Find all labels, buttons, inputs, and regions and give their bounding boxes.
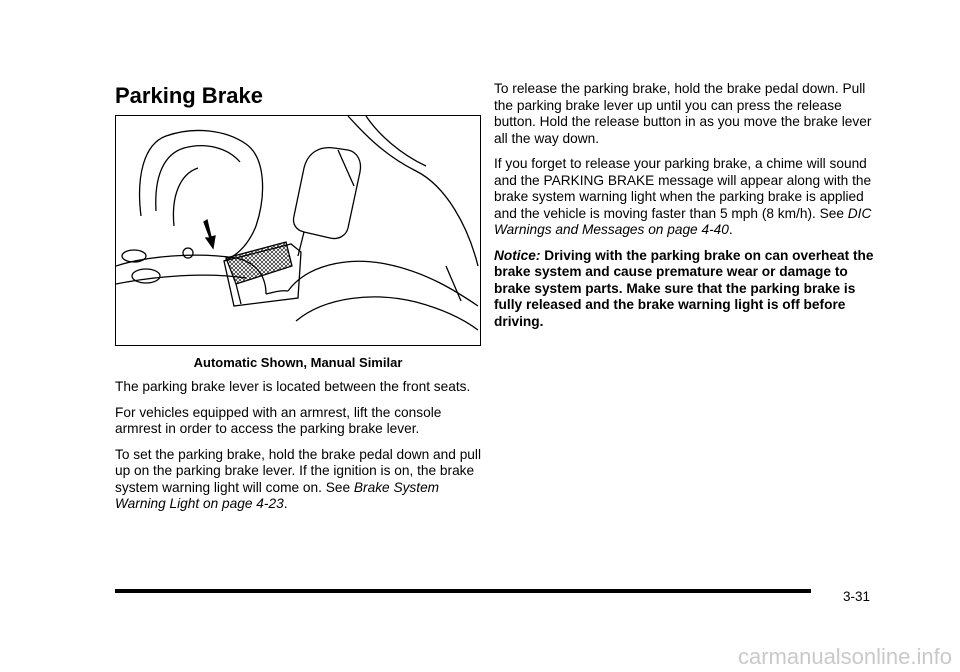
set-brake-end: .: [283, 496, 288, 511]
page-number: 3-31: [843, 589, 871, 604]
right-seat-back: [348, 116, 478, 266]
paragraph-forget-brake: [494, 156, 874, 239]
paragraph-lever-location: The parking brake lever is located between the front seats.: [115, 379, 471, 394]
brake-warning-light-reference: Brake System Warning Light on page 4-23: [115, 479, 440, 511]
set-brake-text: To set the parking brake, hold the brake pedal down and pull up on the parking brake lever. If the ignition is on, the brake system warning light will come on. See: [115, 446, 482, 495]
notice-text: Driving with the parking brake on can overheat the brake system and cause premature wear or damage to brake system parts. Make sure that the parking brake is fully released and the brake warning light is off before driving.: [494, 247, 874, 329]
paragraph-armrest: For vehicles equipped with an armrest, lift the console armrest in order to access the parking brake lever.: [115, 404, 442, 436]
notice-paragraph: [494, 248, 874, 331]
footer-rule: [115, 589, 811, 593]
section-title: Parking Brake: [115, 83, 263, 108]
forget-brake-end: .: [728, 222, 733, 237]
console-armrest: [293, 148, 360, 239]
parking-brake-illustration: [115, 115, 481, 346]
right-column: [494, 81, 874, 339]
left-column: [115, 379, 485, 522]
left-seat-back: [140, 130, 263, 261]
dic-warnings-reference: DIC Warnings and Messages on page 4-40: [494, 205, 872, 237]
right-seat-cushion: [288, 261, 478, 306]
figure-caption: Automatic Shown, Manual Similar: [193, 355, 403, 370]
forget-brake-text: If you forget to release your parking brake, a chime will sound and the PARKING BRAKE message will appear along with the brake system warning light when the parking brake is applied and the vehicle is moving faster than 5 mph (8 km/h). See: [494, 156, 872, 221]
paragraph-release-brake: To release the parking brake, hold the brake pedal down. Pull the parking brake lever up until you can press the release button. Hold the release button in as you move the brake lever all the way down.: [494, 81, 872, 146]
watermark: carmanualsonline.info: [737, 644, 952, 669]
pointer-arrow: [204, 220, 215, 248]
parking-brake-boot: [226, 242, 292, 284]
paragraph-set-brake: [115, 447, 485, 513]
notice-label: Notice:: [494, 247, 541, 263]
